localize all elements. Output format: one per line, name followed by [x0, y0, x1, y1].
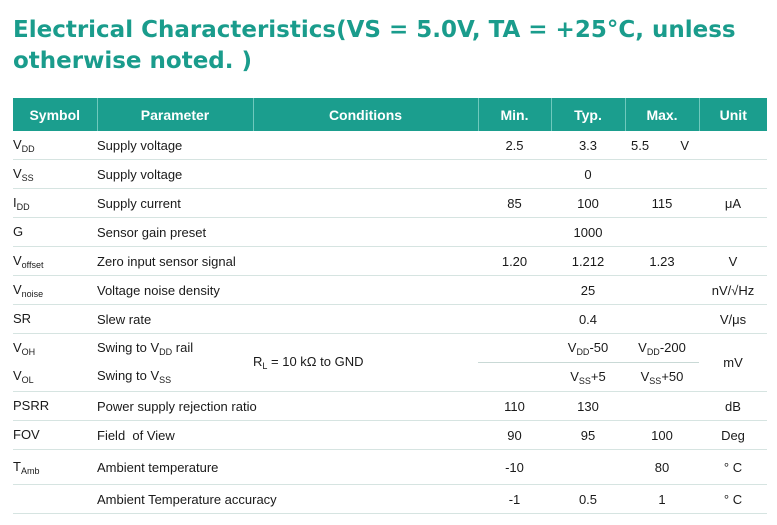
symbol-cell: FOV — [13, 421, 97, 450]
max-cell: 100 — [625, 421, 699, 450]
unit-cell: nV/√Hz — [699, 276, 767, 305]
min-cell: 1.20 — [478, 247, 551, 276]
swing-unit-cell: mV — [699, 334, 767, 392]
table-row — [13, 189, 767, 218]
max-cell: $V_{SS}+50$ — [625, 363, 699, 392]
parameter-cell: Power supply rejection ratio — [97, 392, 253, 421]
typ-cell: 3.3 — [551, 131, 625, 160]
min-cell — [478, 363, 551, 392]
unit-cell — [699, 131, 767, 160]
min-cell: 90 — [478, 421, 551, 450]
electrical-characteristics-table — [13, 98, 767, 514]
conditions-cell — [253, 392, 478, 421]
max-cell — [625, 392, 699, 421]
symbol-cell: $I_{DD}$ — [13, 189, 97, 218]
typ-cell: $V_{DD}-50$ — [551, 334, 625, 363]
parameter-cell: Ambient temperature — [97, 450, 253, 485]
unit-cell — [699, 160, 767, 189]
symbol-cell: $V_{OL}$ — [13, 363, 97, 392]
parameter-cell: Swing to $V_{SS}$ — [97, 363, 253, 392]
table-row — [13, 276, 767, 305]
conditions-cell — [253, 218, 478, 247]
parameter-cell: Voltage noise density — [97, 276, 253, 305]
max-cell — [625, 218, 699, 247]
unit-cell: V — [699, 247, 767, 276]
conditions-cell — [253, 421, 478, 450]
symbol-cell: $V_{offset}$ — [13, 247, 97, 276]
max-cell: 115 — [625, 189, 699, 218]
unit-cell: V/μs — [699, 305, 767, 334]
header-typ: Typ. — [551, 98, 625, 131]
conditions-cell — [253, 450, 478, 485]
symbol-cell: $T_{Amb}$ — [13, 450, 97, 485]
typ-cell: 1000 — [551, 218, 625, 247]
table-row — [13, 334, 767, 363]
conditions-cell — [253, 485, 478, 514]
max-cell — [625, 160, 699, 189]
parameter-cell: Swing to $V_{DD}$ rail — [97, 339, 194, 357]
symbol-cell: SR — [13, 305, 97, 334]
unit-cell — [699, 218, 767, 247]
min-cell: -1 — [478, 485, 551, 514]
table-row — [13, 305, 767, 334]
symbol-cell: $V_{DD}$ — [13, 131, 97, 160]
unit-cell: dB — [699, 392, 767, 421]
symbol-cell: $V_{SS}$ — [13, 160, 97, 189]
max-cell: 1 — [625, 485, 699, 514]
symbol-cell: $V_{noise}$ — [13, 276, 97, 305]
table-row — [13, 160, 767, 189]
typ-cell: $V_{SS}+5$ — [551, 363, 625, 392]
min-cell: 85 — [478, 189, 551, 218]
typ-cell: 1.212 — [551, 247, 625, 276]
swing-conditions-cell: $R_L = 10$ kΩ to GND — [253, 334, 478, 392]
min-cell: -10 — [478, 450, 551, 485]
min-cell: 2.5 — [478, 131, 551, 160]
min-cell — [478, 160, 551, 189]
typ-cell: 0 — [551, 160, 625, 189]
header-parameter: Parameter — [97, 98, 253, 131]
unit-cell: ° C — [699, 450, 767, 485]
unit-cell: ° C — [699, 485, 767, 514]
max-cell — [625, 276, 699, 305]
parameter-cell: Supply voltage — [97, 160, 253, 189]
parameter-cell: Field of View — [97, 421, 253, 450]
typ-cell: 25 — [551, 276, 625, 305]
parameter-cell: Supply current — [97, 189, 253, 218]
min-cell — [478, 276, 551, 305]
max-unit-label: V — [680, 137, 689, 153]
max-cell: 80 — [625, 450, 699, 485]
typ-cell: 130 — [551, 392, 625, 421]
table-row — [13, 392, 767, 421]
header-symbol: Symbol — [13, 98, 97, 131]
typ-cell: 95 — [551, 421, 625, 450]
max-cell — [625, 305, 699, 334]
table-row — [13, 218, 767, 247]
min-cell: 110 — [478, 392, 551, 421]
header-min: Min. — [478, 98, 551, 131]
parameter-cell: Sensor gain preset — [97, 218, 253, 247]
typ-cell: 0.5 — [551, 485, 625, 514]
table-row — [13, 450, 767, 485]
header-max: Max. — [625, 98, 699, 131]
typ-cell — [551, 450, 625, 485]
table-row — [13, 247, 767, 276]
symbol-cell — [13, 485, 97, 514]
symbol-cell: G — [13, 218, 97, 247]
parameter-cell: Slew rate — [97, 305, 253, 334]
conditions-cell — [253, 305, 478, 334]
unit-cell: Deg — [699, 421, 767, 450]
page-title: Electrical Characteristics(VS = 5.0V, TA = +25°C, unless otherwise noted. ) — [13, 17, 736, 74]
conditions-cell — [253, 247, 478, 276]
table-header-row — [13, 98, 767, 131]
table-row — [13, 421, 767, 450]
typ-cell: 100 — [551, 189, 625, 218]
header-unit: Unit — [699, 98, 767, 131]
conditions-cell — [253, 160, 478, 189]
conditions-cell — [253, 189, 478, 218]
symbol-cell: PSRR — [13, 392, 97, 421]
conditions-cell — [253, 131, 478, 160]
table-row — [13, 131, 767, 160]
parameter-cell: Ambient Temperature accuracy — [97, 485, 253, 514]
max-cell: $V_{DD}-200$ — [625, 334, 699, 363]
conditions-cell — [253, 276, 478, 305]
parameter-cell: Supply voltage — [97, 131, 253, 160]
max-cell: 5.5 V — [625, 131, 699, 160]
table-row — [13, 485, 767, 514]
parameter-cell: Zero input sensor signal — [97, 247, 253, 276]
min-cell — [478, 334, 551, 363]
min-cell — [478, 218, 551, 247]
header-conditions: Conditions — [253, 98, 478, 131]
min-cell — [478, 305, 551, 334]
symbol-cell: $V_{OH}$ — [13, 339, 36, 357]
typ-cell: 0.4 — [551, 305, 625, 334]
unit-cell: μA — [699, 189, 767, 218]
max-cell: 1.23 — [625, 247, 699, 276]
